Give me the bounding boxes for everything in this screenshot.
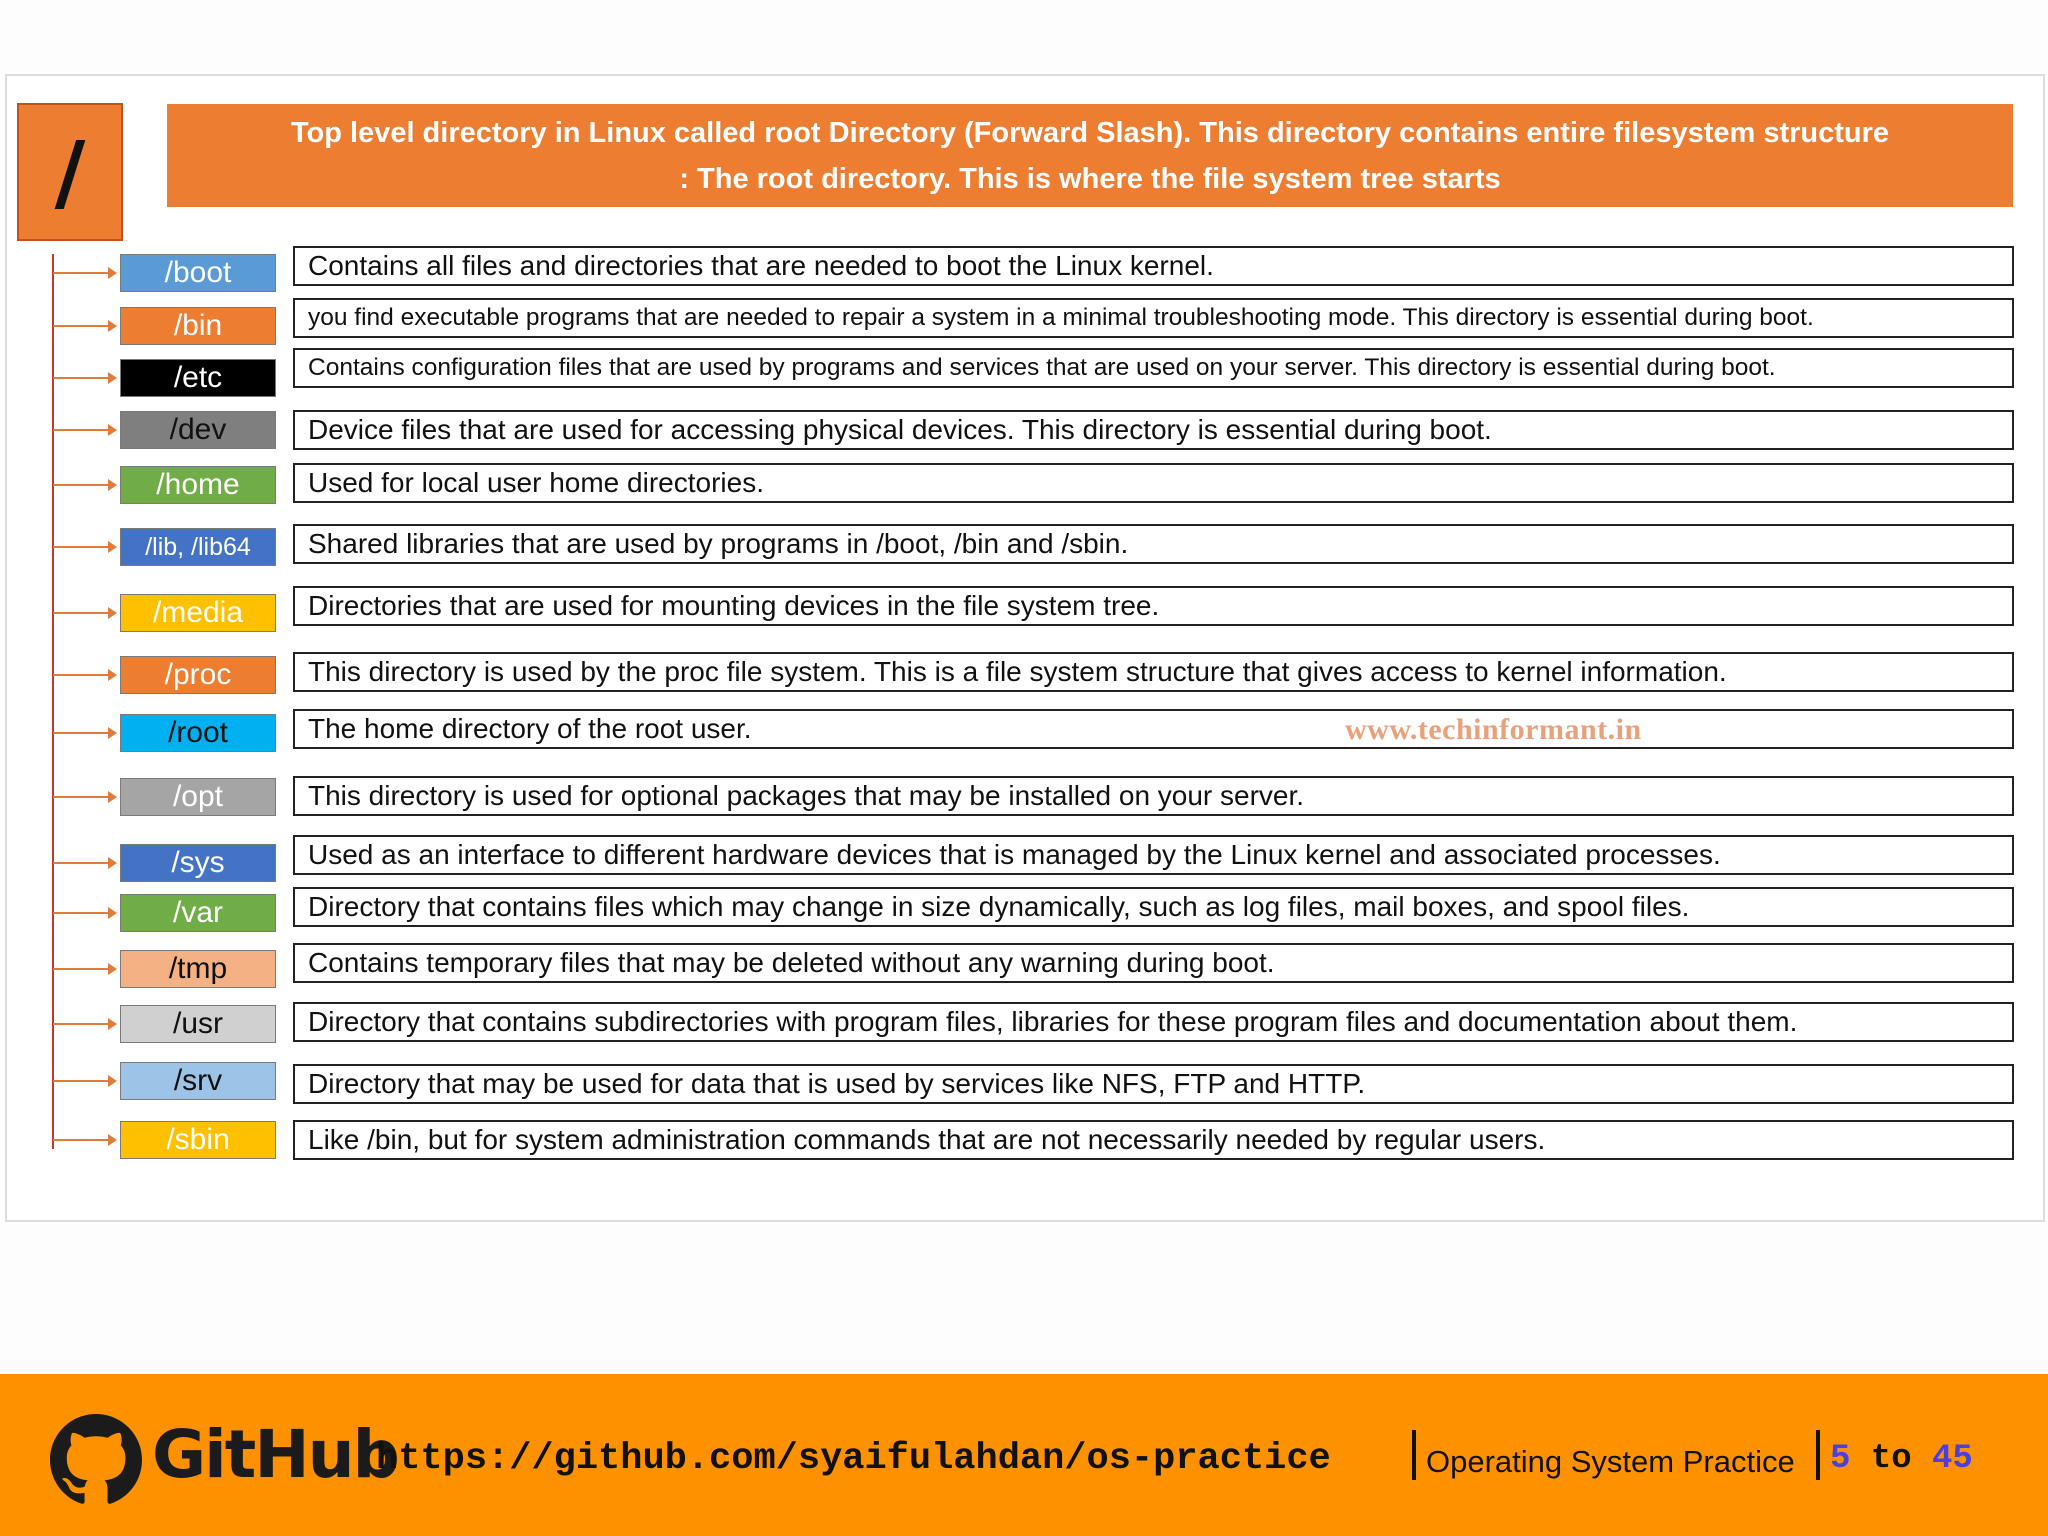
directory-label: /etc xyxy=(120,359,276,397)
github-octocat-icon xyxy=(50,1414,142,1506)
directory-description: Device files that are used for accessing physical devices. This directory is essential during boot. xyxy=(293,410,2014,450)
directory-label: /media xyxy=(120,594,276,632)
directory-label: /opt xyxy=(120,778,276,816)
tree-connector-arrow xyxy=(53,796,115,798)
tree-connector-arrow xyxy=(53,272,115,274)
directory-label: /home xyxy=(120,466,276,504)
footer-separator xyxy=(1816,1430,1820,1480)
course-title: Operating System Practice xyxy=(1426,1444,1795,1479)
directory-description: Directory that contains subdirectories with program files, libraries for these program files and documentation about them. xyxy=(293,1002,2014,1042)
directory-description: This directory is used by the proc file system. This is a file system structure that gives access to kernel information. xyxy=(293,652,2014,692)
directory-description: Shared libraries that are used by programs in /boot, /bin and /sbin. xyxy=(293,524,2014,564)
github-wordmark: GitHub xyxy=(152,1416,398,1493)
tree-connector-arrow xyxy=(53,1023,115,1025)
directory-description: Used as an interface to different hardware devices that is managed by the Linux kernel and associated processes. xyxy=(293,835,2014,875)
directory-label: /sbin xyxy=(120,1121,276,1159)
directory-label: /var xyxy=(120,894,276,932)
directory-description: Directory that contains files which may change in size dynamically, such as log files, mail boxes, and spool files. xyxy=(293,887,2014,927)
tree-connector-arrow xyxy=(53,429,115,431)
directory-description: The home directory of the root user. xyxy=(293,709,2014,749)
directory-description: Contains temporary files that may be deleted without any warning during boot. xyxy=(293,943,2014,983)
tree-connector-arrow xyxy=(53,484,115,486)
directory-description: Directory that may be used for data that is used by services like NFS, FTP and HTTP. xyxy=(293,1064,2014,1104)
tree-connector-arrow xyxy=(53,1080,115,1082)
header-line-1: Top level directory in Linux called root Directory (Forward Slash). This directory contains entire filesystem structure xyxy=(290,116,1890,149)
directory-description: This directory is used for optional packages that may be installed on your server. xyxy=(293,776,2014,816)
tree-connector-arrow xyxy=(53,968,115,970)
tree-trunk-line xyxy=(52,254,54,1149)
tree-connector-arrow xyxy=(53,912,115,914)
directory-label: /dev xyxy=(120,411,276,449)
directory-label: /sys xyxy=(120,844,276,882)
repo-url-link[interactable]: https://github.com/syaifulahdan/os-practice xyxy=(376,1438,1331,1480)
tree-connector-arrow xyxy=(53,377,115,379)
page-sep: to xyxy=(1870,1440,1912,1478)
tree-connector-arrow xyxy=(53,1139,115,1141)
watermark: www.techinformant.in xyxy=(1345,713,1642,746)
directory-label: /boot xyxy=(120,254,276,292)
root-directory-box xyxy=(17,103,123,241)
directory-description: Like /bin, but for system administration commands that are not necessarily needed by regular users. xyxy=(293,1120,2014,1160)
tree-connector-arrow xyxy=(53,674,115,676)
footer-bar xyxy=(0,1374,2048,1536)
directory-description: Contains configuration files that are used by programs and services that are used on your server. This directory is essential during boot. xyxy=(293,348,2014,388)
directory-label: /tmp xyxy=(120,950,276,988)
directory-label: /usr xyxy=(120,1005,276,1043)
page-current: 5 xyxy=(1830,1440,1851,1478)
directory-label: /bin xyxy=(120,307,276,345)
footer-separator xyxy=(1412,1430,1416,1480)
page-total: 45 xyxy=(1932,1440,1973,1478)
directory-description: you find executable programs that are needed to repair a system in a minimal troubleshooting mode. This directory is essential during boot. xyxy=(293,298,2014,338)
directory-description: Directories that are used for mounting devices in the file system tree. xyxy=(293,586,2014,626)
header-line-2: : The root directory. This is where the file system tree starts xyxy=(679,162,1501,195)
directory-description: Contains all files and directories that are needed to boot the Linux kernel. xyxy=(293,246,2014,286)
tree-connector-arrow xyxy=(53,325,115,327)
tree-connector-arrow xyxy=(53,546,115,548)
tree-connector-arrow xyxy=(53,732,115,734)
tree-connector-arrow xyxy=(53,862,115,864)
header-banner xyxy=(167,104,2013,207)
directory-label: /proc xyxy=(120,656,276,694)
page-number xyxy=(1830,1440,1973,1478)
tree-connector-arrow xyxy=(53,612,115,614)
directory-label: /root xyxy=(120,714,276,752)
directory-label: /srv xyxy=(120,1062,276,1100)
root-symbol: / xyxy=(54,123,86,221)
directory-description: Used for local user home directories. xyxy=(293,463,2014,503)
directory-label: /lib, /lib64 xyxy=(120,528,276,566)
